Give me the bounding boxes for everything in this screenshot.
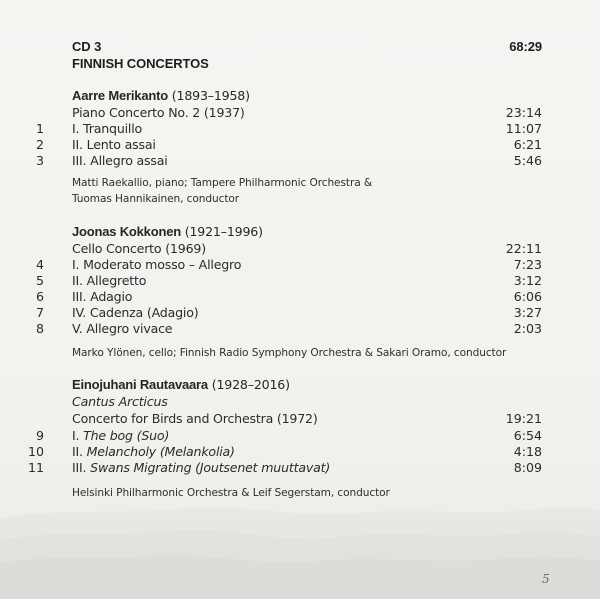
work-title: Concerto for Birds and Orchestra (1972) — [72, 411, 318, 426]
track-number: 9 — [35, 428, 44, 443]
composer-heading-merikanto — [72, 88, 250, 103]
track-time: 4:18 — [513, 444, 542, 459]
track-time: 3:27 — [513, 305, 542, 320]
composer-dates: (1928–2016) — [207, 377, 290, 392]
track-title-row — [72, 460, 330, 475]
total-time: 68:29 — [509, 39, 542, 54]
track-number: 7 — [35, 305, 44, 320]
album-subtitle: FINNISH CONCERTOS — [72, 56, 209, 71]
composer-name: Joonas Kokkonen — [72, 224, 181, 239]
track-time: 3:12 — [513, 273, 542, 288]
track-number: 10 — [27, 444, 44, 459]
track-number: 3 — [35, 153, 44, 168]
performers-line: Tuomas Hannikainen, conductor — [72, 193, 240, 205]
track-title: III. Adagio — [72, 289, 133, 304]
track-title: The bog (Suo) — [83, 428, 170, 443]
track-time: 11:07 — [505, 121, 542, 136]
track-title: Swans Migrating (Joutsenet muuttavat) — [90, 460, 331, 475]
track-time: 7:23 — [513, 257, 542, 272]
track-numeral: II. — [72, 444, 87, 459]
track-number: 2 — [35, 137, 44, 152]
track-time: 6:21 — [513, 137, 542, 152]
track-number: 8 — [35, 321, 44, 336]
track-title: IV. Cadenza (Adagio) — [72, 305, 199, 320]
track-title-row — [72, 428, 169, 443]
composer-heading-rautavaara — [72, 377, 290, 392]
composer-name: Aarre Merikanto — [72, 88, 168, 103]
track-title: I. Moderato mosso – Allegro — [72, 257, 242, 272]
track-title: Melancholy (Melankolia) — [86, 444, 235, 459]
work-time: 23:14 — [505, 105, 542, 120]
page-number: 5 — [542, 572, 550, 586]
track-time: 8:09 — [513, 460, 542, 475]
track-number: 1 — [35, 121, 44, 136]
work-subtitle: Cantus Arcticus — [72, 394, 168, 409]
track-numeral: I. — [72, 428, 84, 443]
track-number: 6 — [35, 289, 44, 304]
track-numeral: III. — [72, 460, 91, 475]
work-title: Piano Concerto No. 2 (1937) — [72, 105, 245, 120]
performers-line: Matti Raekallio, piano; Tampere Philharmonic Orchestra & — [72, 177, 373, 189]
composer-heading-kokkonen — [72, 224, 263, 239]
cd-label: CD 3 — [72, 39, 102, 54]
composer-dates: (1921–1996) — [180, 224, 263, 239]
performers-line: Marko Ylönen, cello; Finnish Radio Symphony Orchestra & Sakari Oramo, conductor — [72, 347, 507, 359]
track-title: II. Allegretto — [72, 273, 147, 288]
track-title: V. Allegro vivace — [72, 321, 173, 336]
track-title: I. Tranquillo — [72, 121, 143, 136]
track-time: 6:06 — [513, 289, 542, 304]
track-number: 4 — [35, 257, 44, 272]
work-time: 22:11 — [505, 241, 542, 256]
track-number: 5 — [35, 273, 44, 288]
track-title-row — [72, 444, 235, 459]
track-time: 5:46 — [513, 153, 542, 168]
track-time: 2:03 — [513, 321, 542, 336]
performers-line: Helsinki Philharmonic Orchestra & Leif Segerstam, conductor — [72, 487, 390, 499]
composer-dates: (1893–1958) — [167, 88, 250, 103]
track-number: 11 — [27, 460, 44, 475]
work-title: Cello Concerto (1969) — [72, 241, 206, 256]
composer-name: Einojuhani Rautavaara — [72, 377, 208, 392]
track-title: III. Allegro assai — [72, 153, 168, 168]
track-time: 6:54 — [513, 428, 542, 443]
work-time: 19:21 — [505, 411, 542, 426]
track-title: II. Lento assai — [72, 137, 156, 152]
